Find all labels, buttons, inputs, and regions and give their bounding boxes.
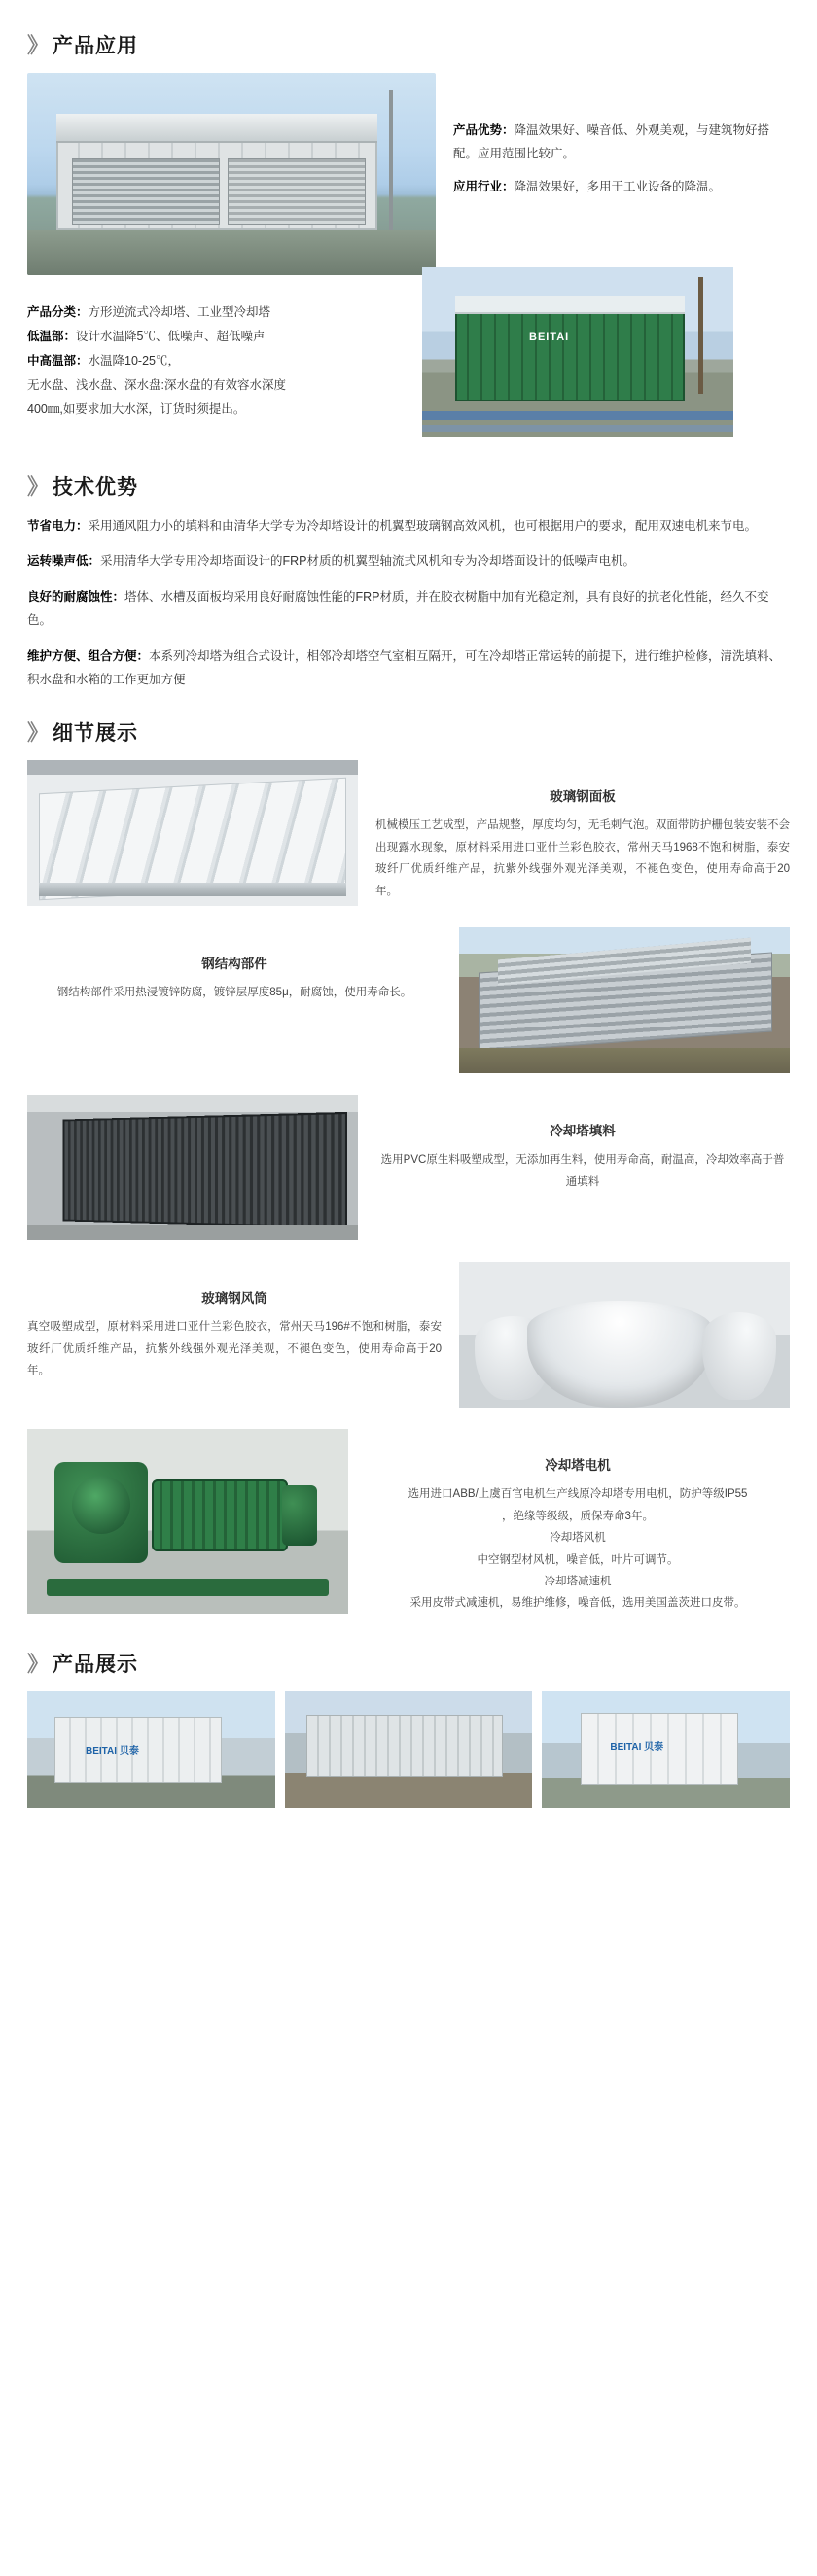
motor-line: 中空钢型材风机，噪音低，叶片可调节。 — [477, 1553, 679, 1566]
motor-line: 冷却塔风机 — [550, 1532, 606, 1545]
section-heading-application — [27, 29, 817, 59]
classification-line-1 — [27, 300, 407, 325]
motor-base — [47, 1579, 329, 1596]
classification-line-2 — [27, 325, 407, 349]
technical-item-label: 良好的耐腐蚀性： — [27, 589, 125, 604]
product-advantage-text: 降温效果好、噪音低、外观美观，与建筑物好搭配。应用范围比较广。 — [453, 123, 770, 160]
technical-item — [27, 549, 790, 573]
technical-item-text: 本系列冷却塔为组合式设计，相邻冷却塔空气室相互隔开，可在冷却塔正常运转的前提下，进行维护检修，清洗填料、积水盘和水箱的工作更加方便 — [27, 648, 782, 686]
tower-body — [306, 1715, 503, 1777]
section-title-detail: 细节展示 — [53, 722, 139, 746]
detail-text-frp-panel — [375, 760, 790, 902]
classification-block — [0, 275, 817, 437]
detail-text-frp-fan-stack — [27, 1262, 442, 1381]
spacer-1 — [0, 437, 817, 470]
ground — [459, 1048, 790, 1073]
classification-line-5: 400㎜,如要求加大水深，订货时须提出。 — [27, 402, 246, 416]
application-industry-line — [453, 176, 790, 199]
showcase-gallery — [0, 1691, 817, 1837]
photo-green-frp-tower — [422, 267, 733, 437]
gallery-caption-3: BEITAI 贝泰 — [610, 1741, 664, 1753]
section-title-technical: 技术优势 — [53, 476, 139, 499]
technical-item-text: 采用通风阻力小的填料和由清华大学专为冷却塔设计的机翼型玻璃钢高效风机，也可根据用户的要求，配用双速电机来节电。 — [88, 519, 758, 533]
panel-edge — [39, 883, 346, 896]
ground — [27, 230, 436, 275]
section-heading-detail — [27, 716, 817, 747]
detail-row-cooling-tower-motor — [0, 1429, 817, 1615]
spacer-3 — [0, 1638, 817, 1648]
technical-item — [27, 585, 790, 633]
application-block — [0, 73, 817, 275]
technical-item-label: 运转噪声低： — [27, 554, 101, 569]
tower-brand-mark: BEITAI — [529, 331, 570, 343]
detail-title: 玻璃钢风筒 — [201, 1291, 267, 1306]
photo-green-motor — [27, 1429, 348, 1614]
detail-text-cooling-tower-fill — [375, 1095, 790, 1193]
low-temp-label: 低温部： — [27, 330, 77, 343]
application-industry-text: 降温效果好，多用于工业设备的降温。 — [514, 179, 722, 193]
detail-title: 冷却塔电机 — [545, 1458, 611, 1474]
classification-label: 产品分类： — [27, 305, 89, 319]
classification-text — [27, 300, 407, 422]
section-title-showcase: 产品展示 — [53, 1653, 139, 1676]
gallery-photo-2 — [285, 1691, 533, 1808]
low-temp-text: 设计水温降5℃、低噪声、超低噪声 — [76, 330, 266, 343]
louver-right — [228, 158, 366, 225]
chevron-right-icon: 》 — [27, 1651, 48, 1676]
fill-base — [27, 1225, 358, 1240]
application-text — [453, 73, 790, 208]
detail-title: 钢结构部件 — [201, 957, 267, 972]
detail-body: 真空吸塑成型，原材料采用进口亚什兰彩色胶衣，常州天马196#不饱和树脂，泰安玻纤厂优质纤维产品，抗紫外线强外观光泽美观，不褪色变色，使用寿命高于20年。 — [27, 1321, 442, 1377]
chevron-right-icon: 》 — [27, 474, 48, 499]
product-advantage-line — [453, 120, 790, 166]
spacer-2 — [0, 703, 817, 716]
detail-text-steel-parts — [27, 927, 442, 1003]
photo-square-cooling-tower — [27, 73, 436, 275]
detail-title: 玻璃钢面板 — [550, 789, 616, 805]
product-advantage-label: 产品优势： — [453, 123, 515, 137]
classification-line-4: 无水盘、浅水盘、深水盘:深水盘的有效容水深度 — [27, 378, 286, 392]
photo-frp-fan-stack — [459, 1262, 790, 1408]
technical-item-text: 塔体、水槽及面板均采用良好耐腐蚀性能的FRP材质，并在胶衣树脂中加有光稳定剂，具有良好的抗老化性能，经久不变色。 — [27, 589, 769, 628]
section-heading-technical — [27, 470, 817, 501]
technical-item-label: 节省电力： — [27, 519, 89, 533]
mid-temp-text: 水温降10-25℃， — [88, 354, 180, 367]
gallery-photo-1 — [27, 1691, 275, 1808]
detail-row-steel-parts — [0, 927, 817, 1073]
technical-item — [27, 644, 790, 692]
gallery-caption-1: BEITAI 贝泰 — [86, 1745, 139, 1757]
photo-frp-panel — [27, 760, 358, 906]
classification-value: 方形逆流式冷却塔、工业型冷却塔 — [88, 305, 271, 319]
motor-body — [152, 1479, 288, 1551]
detail-row-frp-fan-stack — [0, 1262, 817, 1408]
funnel-right — [702, 1312, 776, 1400]
motor-line: ，绝缘等级级，质保寿命3年。 — [502, 1510, 654, 1522]
pipe-lower — [422, 425, 733, 432]
detail-body: 钢结构部件采用热浸镀锌防腐，镀锌层厚度85μ，耐腐蚀，使用寿命长。 — [56, 987, 412, 999]
section-title-application: 产品应用 — [53, 35, 139, 57]
detail-body: 机械模压工艺成型，产品规整，厚度均匀，无毛刺气泡。双面带防护栅包装安装不会出现露水现象，原材料采用进口亚什兰彩色胶衣，常州天马1968不饱和树脂，泰安玻纤厂优质纤维产品，抗紫外线强外观光泽美观，不褪色变色，使用寿命高于20年。 — [375, 819, 790, 897]
motor-end-cap — [282, 1485, 317, 1546]
chevron-right-icon: 》 — [27, 33, 48, 57]
funnel-center — [527, 1301, 712, 1408]
louver-left — [72, 158, 220, 225]
motor-line: 采用皮带式减速机，易维护维修，噪音低，选用美国盖茨进口皮带。 — [409, 1597, 746, 1610]
section-heading-showcase — [27, 1648, 817, 1678]
motor-line: 冷却塔减速机 — [544, 1575, 612, 1587]
application-industry-label: 应用行业： — [453, 179, 515, 193]
mid-temp-label: 中高温部： — [27, 354, 89, 367]
technical-item-text: 采用清华大学专用冷却塔面设计的FRP材质的机翼型轴流式风机和专为冷却塔面设计的低噪声电机。 — [100, 554, 636, 569]
fill-block — [63, 1112, 347, 1229]
motor-line: 选用进口ABB/上虞百官电机生产线原冷却塔专用电机，防护等级IP55 — [408, 1488, 748, 1501]
classification-line-3 — [27, 349, 407, 373]
detail-row-cooling-tower-fill — [0, 1095, 817, 1240]
technical-item-label: 维护方便、组合方便： — [27, 648, 150, 663]
tower-body — [455, 296, 685, 401]
technical-list — [0, 514, 817, 691]
chevron-right-icon: 》 — [27, 720, 48, 746]
pipe-upper — [422, 411, 733, 420]
detail-title: 冷却塔填料 — [550, 1124, 616, 1139]
detail-row-frp-panel — [0, 760, 817, 906]
gearbox — [54, 1462, 148, 1563]
detail-text-cooling-tower-motor — [366, 1429, 790, 1615]
detail-body: 选用PVC原生料吸塑成型，无添加再生料，使用寿命高，耐温高，冷却效率高于普通填料 — [380, 1154, 785, 1188]
photo-pvc-fill — [27, 1095, 358, 1240]
photo-galvanized-steel-parts — [459, 927, 790, 1073]
technical-item — [27, 514, 790, 538]
tree — [698, 277, 703, 394]
gallery-photo-3 — [542, 1691, 790, 1808]
